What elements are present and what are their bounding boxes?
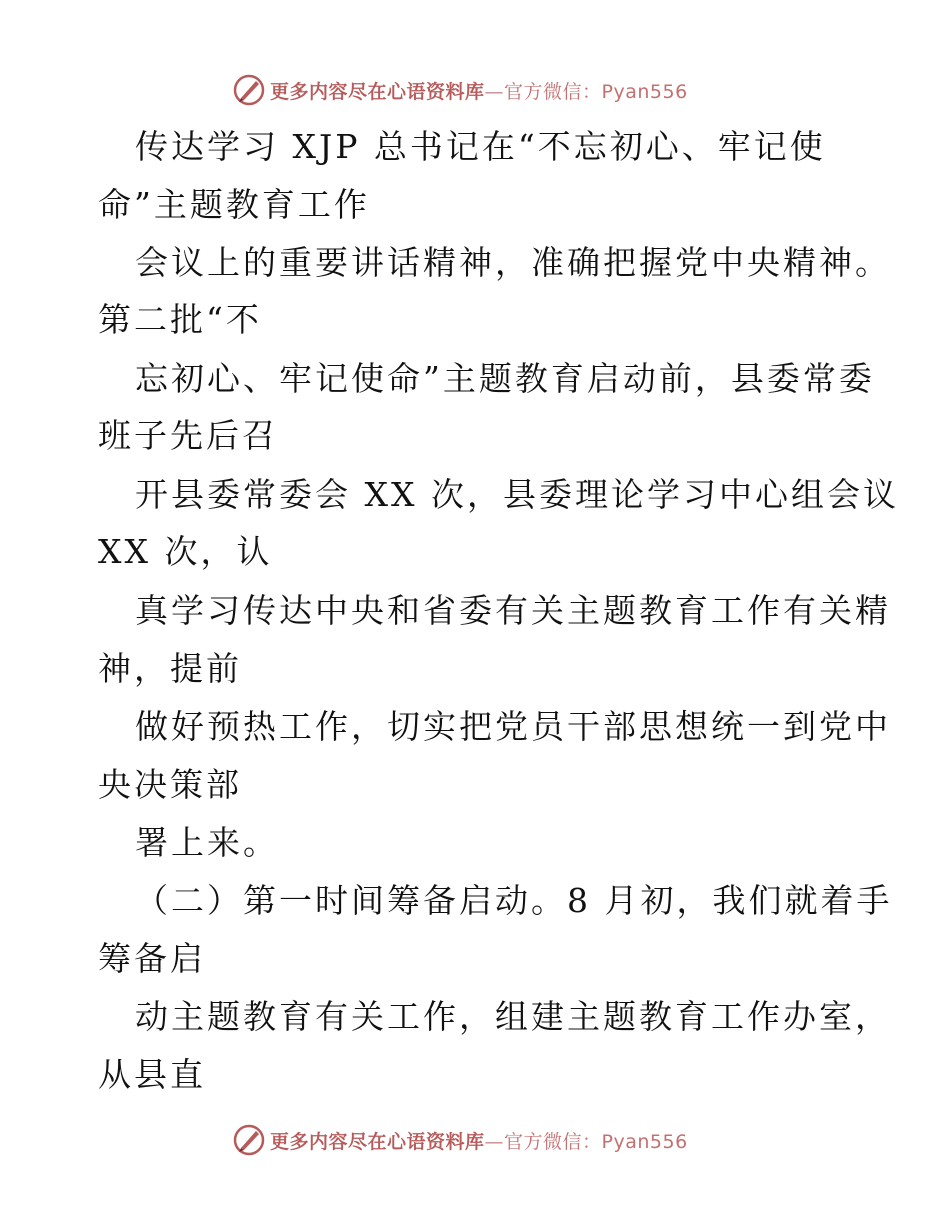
watermark-wechat-id: Pyan556 — [601, 1130, 688, 1153]
text-line: 开县委常委会 XX 次，县委理论学习中心组会议 — [135, 475, 899, 514]
watermark-text — [270, 1127, 688, 1154]
text-line: 会议上的重要讲话精神，准确把握党中央精神。 — [135, 243, 891, 282]
text-line: 班子先后召 — [98, 416, 278, 455]
text-line: （二）第一时间筹备启动。8 月初，我们就着手 — [135, 881, 893, 920]
watermark-wechat-id: Pyan556 — [601, 80, 688, 103]
watermark-separator: — — [484, 1130, 505, 1153]
watermark-site: 更多内容尽在心语资料库 — [270, 80, 485, 103]
text-line: 署上来。 — [135, 823, 279, 862]
text-line: 命”主题教育工作 — [98, 185, 370, 224]
footer-watermark — [232, 1122, 688, 1158]
watermark-wechat-label: 官方微信： — [504, 1130, 602, 1153]
quill-pen-logo-icon — [232, 73, 266, 107]
text-line: 央决策部 — [98, 765, 242, 804]
text-line: 第二批“不 — [98, 300, 262, 339]
text-line: XX 次，认 — [98, 532, 273, 571]
text-line: 做好预热工作，切实把党员干部思想统一到党中 — [135, 707, 891, 746]
text-line: 神，提前 — [98, 649, 242, 688]
watermark-site: 更多内容尽在心语资料库 — [270, 1130, 485, 1153]
text-line: 筹备启 — [98, 939, 206, 978]
quill-pen-logo-icon — [232, 1123, 266, 1157]
watermark-wechat-label: 官方微信： — [504, 80, 602, 103]
text-line: 动主题教育有关工作，组建主题教育工作办室， — [135, 997, 891, 1036]
text-line: 忘初心、牢记使命”主题教育启动前，县委常委 — [135, 359, 875, 398]
text-line: 传达学习 XJP 总书记在“不忘初心、牢记使 — [135, 127, 826, 166]
header-watermark — [232, 72, 688, 108]
watermark-text — [270, 77, 688, 104]
watermark-separator: — — [484, 80, 505, 103]
text-line: 从县直 — [98, 1055, 206, 1094]
text-line: 真学习传达中央和省委有关主题教育工作有关精 — [135, 591, 891, 630]
